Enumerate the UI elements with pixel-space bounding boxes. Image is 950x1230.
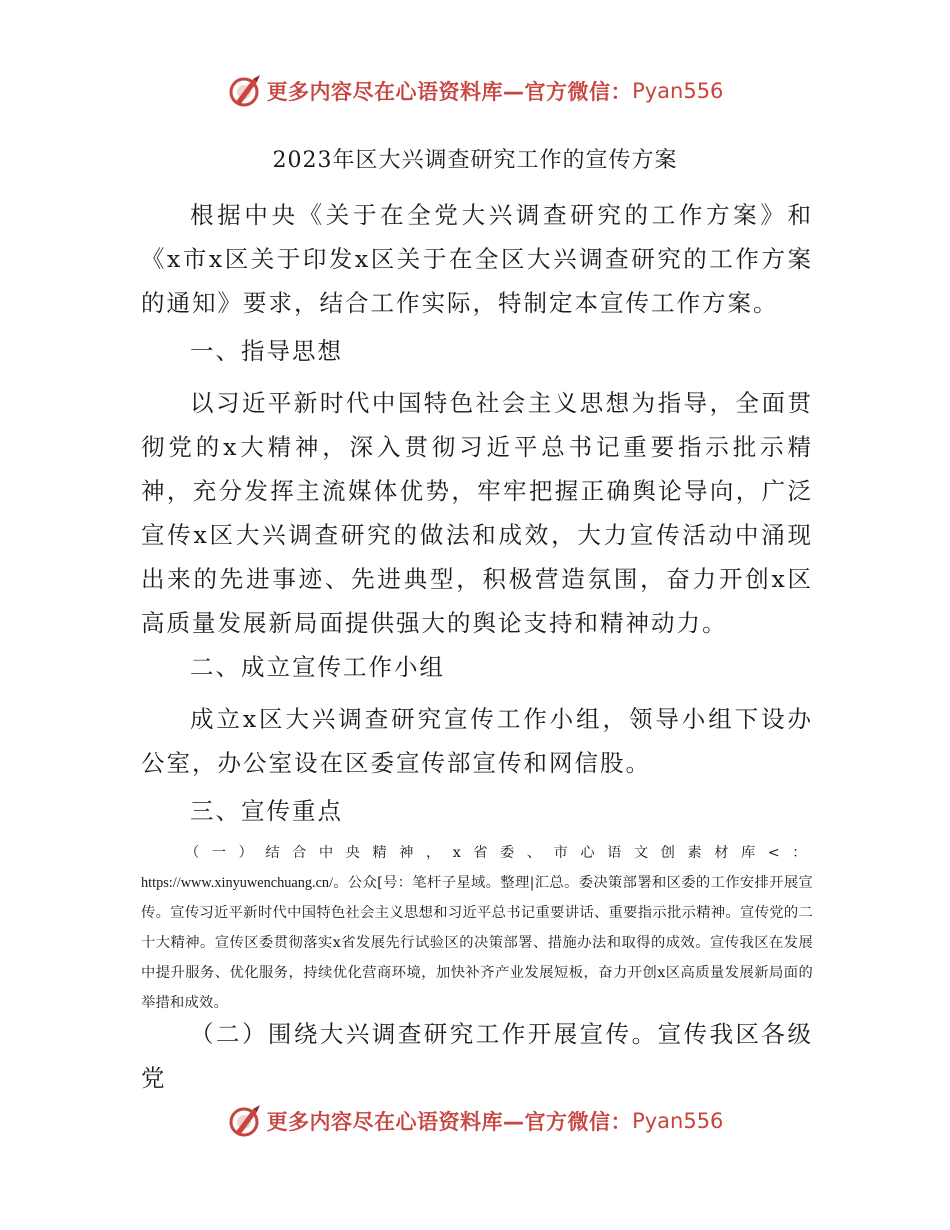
footer-watermark-banner: [0, 1099, 950, 1143]
section-heading-working-group: [141, 645, 813, 689]
watermark-text: 更多内容尽在心语资料库—官方微信：: [266, 1110, 633, 1134]
quill-pen-logo-icon: [227, 73, 263, 109]
section-heading-publicity-focus: [141, 789, 813, 833]
document-title: 2023年区大兴调查研究工作的宣传方案: [272, 148, 678, 173]
quill-pen-logo-icon: [227, 1103, 263, 1139]
publicity-point-1: [141, 838, 813, 1018]
publicity-point-2: [141, 1012, 813, 1100]
source-url-link[interactable]: https://www.xinyuwenchuang.cn/: [141, 875, 334, 891]
section-heading-text: 二、成立宣传工作小组: [190, 653, 445, 681]
watermark-text: 更多内容尽在心语资料库—官方微信：: [266, 80, 633, 104]
wechat-id: Pyan556: [632, 1109, 724, 1133]
guiding-thought-paragraph: 以习近平新时代中国特色社会主义思想为指导，全面贯彻党的x大精神，深入贯彻习近平总书记重要指示批示精神，充分发挥主流媒体优势，牢牢把握正确舆论导向，广泛宣传x区大兴调查研究的做法和成效，大力宣传活动中涌现出来的先进事迹、先进典型，积极营造氛围，奋力开创x区高质量发展新局面提供强大的舆论支持和精神动力。: [141, 389, 813, 637]
section-heading-guiding-thought: [141, 329, 813, 373]
intro-paragraph: 根据中央《关于在全党大兴调查研究的工作方案》和《x市x区关于印发x区关于在全区大兴调查研究的工作方案的通知》要求，结合工作实际，特制定本宣传工作方案。: [141, 201, 813, 317]
point-1-lead: （一）结合中央精神，x省委、市心语文创素材库<：: [185, 845, 813, 861]
header-watermark-banner: [0, 69, 950, 113]
working-group-paragraph: 成立x区大兴调查研究宣传工作小组，领导小组下设办公室，办公室设在区委宣传部宣传和网信股。: [141, 705, 813, 777]
point-1-body: 。公众[号：笔杆子星域。整理|汇总。委决策部署和区委的工作安排开展宣传。宣传习近平新时代中国特色社会主义思想和习近平总书记重要讲话、重要指示批示精神。宣传党的二十大精神。宣传区委贯彻落实x省发展先行试验区的决策部署、措施办法和取得的成效。宣传我区在发展中提升服务、优化服务，持续优化营商环境，加快补齐产业发展短板，奋力开创x区高质量发展新局面的举措和成效。: [141, 875, 813, 1011]
section-heading-text: 三、宣传重点: [190, 797, 343, 825]
wechat-id: Pyan556: [632, 79, 724, 103]
section-heading-text: 一、指导思想: [190, 337, 343, 365]
point-2-text: （二）围绕大兴调查研究工作开展宣传。宣传我区各级党: [141, 1020, 813, 1092]
